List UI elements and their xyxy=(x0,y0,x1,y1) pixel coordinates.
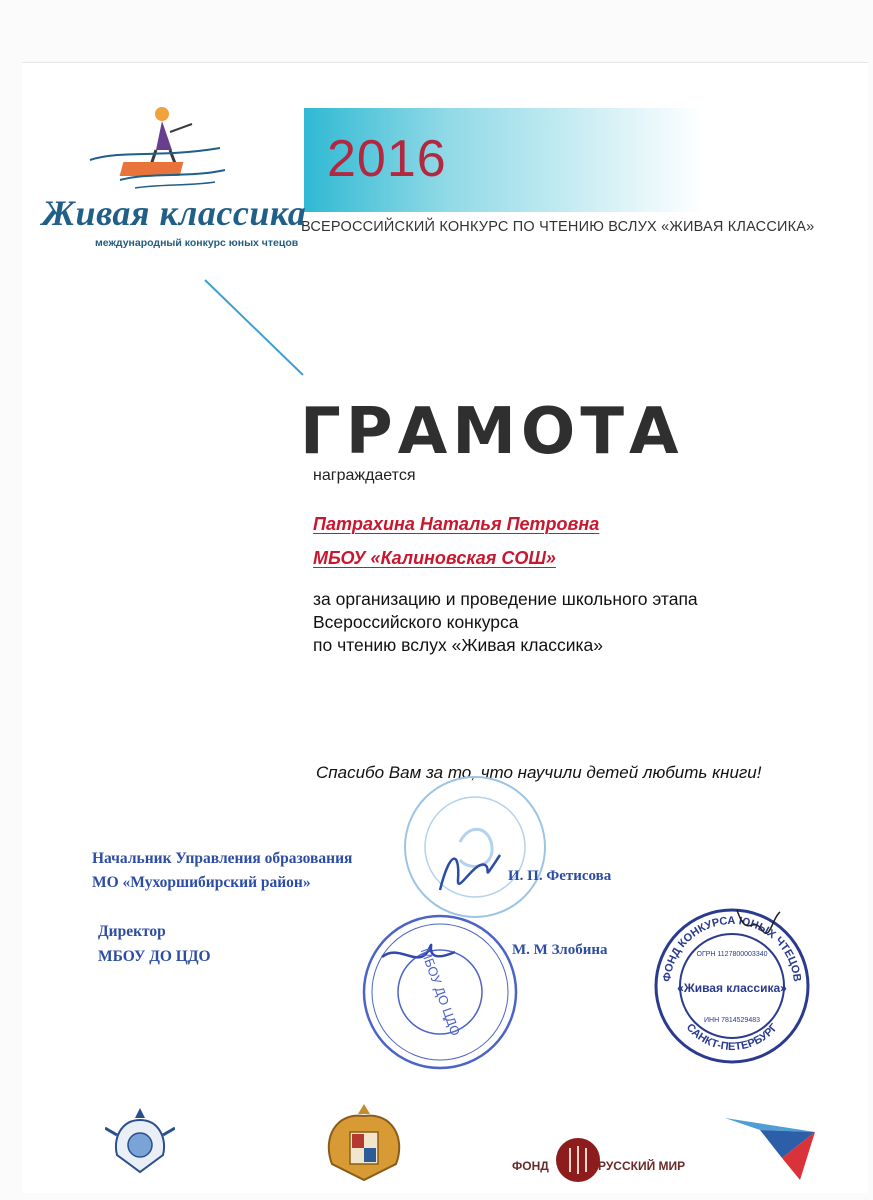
logo-title: Живая классика xyxy=(42,193,307,233)
logo-subtitle: международный конкурс юных чтецов xyxy=(95,237,299,249)
tricolor-arrow-logo-icon xyxy=(720,1110,830,1190)
foundation-stamp-inn: ИНН 7814529483 xyxy=(703,1017,761,1024)
school-stamp xyxy=(360,912,520,1072)
recipient-name: Патрахина Наталья Петровна xyxy=(313,514,600,534)
foundation-stamp xyxy=(652,906,812,1066)
signatory-2-name: М. М Злобина xyxy=(512,942,608,958)
reading-child-logo-icon xyxy=(80,100,230,195)
eagle-emblem-icon xyxy=(105,1100,175,1180)
signatory-1-title: Начальник Управления образования xyxy=(92,850,353,867)
foundation-stamp-ring: ФОНД КОНКУРСА ЮНЫХ ЧТЕЦОВ xyxy=(661,914,803,983)
award-reason xyxy=(313,588,698,657)
signatory-1-org: МО «Мухоршибирский район» xyxy=(92,874,311,891)
signature-1-scribble xyxy=(430,840,510,900)
contest-year: 2016 xyxy=(327,130,447,188)
thanks-message: Спасибо Вам за то, что научили детей любить книги! xyxy=(316,763,762,782)
fond-right-text: РУССКИЙ МИР xyxy=(598,1159,686,1173)
reason-line: за организацию и проведение школьного этапа xyxy=(313,589,698,609)
coat-of-arms-icon xyxy=(318,1098,410,1184)
reason-line: по чтению вслух «Живая классика» xyxy=(313,635,604,655)
school-stamp-center: МБОУ ДО ЦДО xyxy=(417,946,464,1038)
contest-subtitle: ВСЕРОССИЙСКИЙ КОНКУРС ПО ЧТЕНИЮ ВСЛУХ «ЖИВАЯ КЛАССИКА» xyxy=(301,219,815,235)
reason-line: Всероссийского конкурса xyxy=(313,612,519,632)
decorative-line xyxy=(200,275,310,380)
signatory-1-name: И. П. Фетисова xyxy=(508,868,612,884)
fond-left-text: ФОНД xyxy=(512,1159,549,1173)
foundation-stamp-city: САНКТ-ПЕТЕРБУРГ xyxy=(683,1021,781,1054)
recipient-school: МБОУ «Калиновская СОШ» xyxy=(313,548,556,568)
foundation-stamp-center: «Живая классика» xyxy=(677,981,787,995)
certificate-title: ГРАМОТА xyxy=(300,395,684,469)
signatory-2-org: МБОУ ДО ЦДО xyxy=(98,948,211,965)
foundation-stamp-ogrn: ОГРН 1127800003340 xyxy=(696,951,768,958)
signatory-2-title: Директор xyxy=(98,923,166,940)
awarded-label: награждается xyxy=(313,467,416,484)
